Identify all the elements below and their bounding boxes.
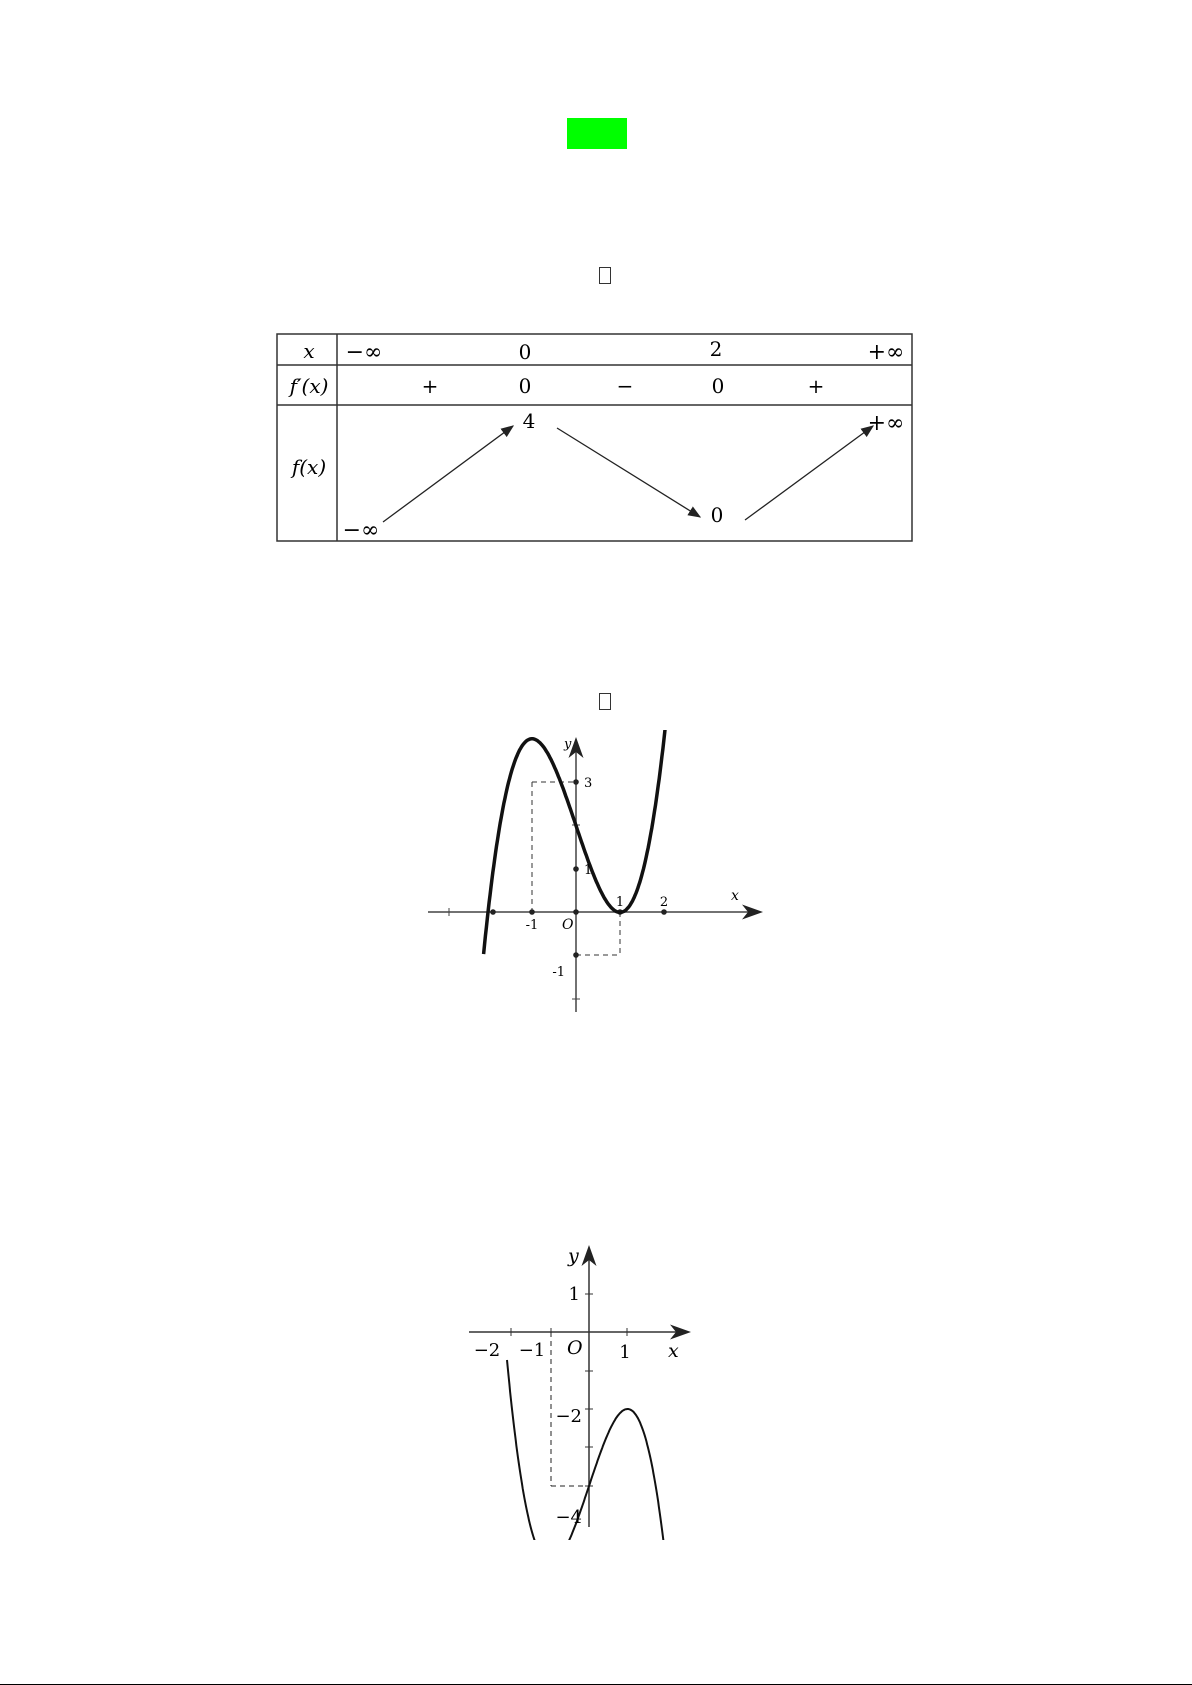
- x-axis-label: x: [668, 1340, 679, 1362]
- x-value: 2: [709, 337, 723, 361]
- x-value: +∞: [867, 340, 905, 365]
- y-tick-label: 1: [584, 863, 593, 878]
- origin-label: O: [567, 1337, 583, 1359]
- row-label-f: f(x): [291, 455, 327, 479]
- fprime-value: 0: [711, 374, 725, 398]
- fprime-value: +: [421, 374, 439, 398]
- point: [573, 779, 579, 785]
- graph-2: [460, 1240, 700, 1540]
- f-value-min: 0: [710, 503, 724, 527]
- variation-table: [275, 332, 915, 544]
- highlight-marker: [567, 118, 627, 149]
- increasing-arrow: [383, 426, 513, 522]
- y-tick-label: −4: [555, 1507, 582, 1528]
- fprime-value: +: [807, 374, 825, 398]
- y-tick-label: 3: [584, 776, 593, 791]
- row-label-fprime: f′(x): [289, 374, 329, 398]
- x-tick-label: 1: [615, 895, 625, 910]
- x-value: −∞: [345, 340, 383, 365]
- x-tick-label: 1: [619, 1342, 631, 1363]
- curve: [507, 1360, 665, 1540]
- increasing-arrow: [745, 426, 873, 520]
- missing-glyph-icon: [599, 267, 611, 284]
- point: [661, 909, 667, 915]
- point: [490, 909, 496, 915]
- f-value-start: −∞: [342, 518, 380, 543]
- y-axis-label: y: [564, 737, 572, 752]
- y-tick-label: 1: [568, 1284, 580, 1305]
- x-axis-label: x: [731, 888, 739, 904]
- missing-glyph-icon: [599, 693, 611, 710]
- fprime-value: −: [616, 374, 634, 398]
- graph-1: [420, 730, 770, 1030]
- f-value-end: +∞: [867, 411, 905, 436]
- origin-label: O: [562, 917, 574, 933]
- y-axis-label: y: [568, 1245, 579, 1267]
- x-tick-label: −1: [518, 1340, 546, 1361]
- decreasing-arrow: [557, 428, 700, 517]
- x-tick-label: -1: [525, 918, 539, 933]
- y-tick-label: -1: [552, 965, 565, 980]
- x-tick-label: −2: [473, 1340, 501, 1361]
- x-value: 0: [518, 340, 532, 364]
- point: [529, 909, 535, 915]
- point: [573, 952, 579, 958]
- fprime-value: 0: [518, 374, 532, 398]
- f-value-max: 4: [522, 409, 536, 433]
- point: [573, 866, 579, 872]
- y-tick-label: −2: [555, 1406, 582, 1427]
- x-tick-label: 2: [659, 895, 669, 910]
- row-label-x: x: [303, 339, 315, 363]
- point: [573, 909, 579, 915]
